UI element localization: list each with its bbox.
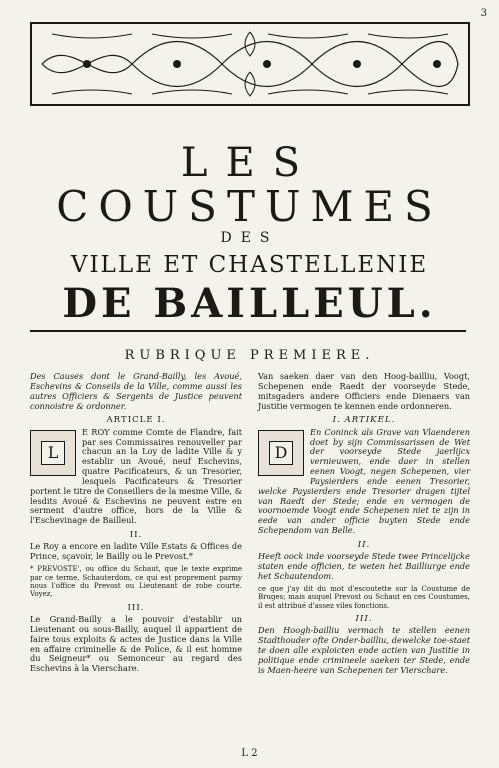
title-ville-chastellenie: VILLE ET CHASTELLENIE [70, 252, 429, 278]
flemish-intro: Van saeken daer van den Hoog-bailliu, Voogt, Schepenen ende Raedt der voorseyde Stede, mitsgaders andere Officiers ende Dienaers van Justitie vermogen te kennen ende ordonneren. [258, 371, 470, 411]
french-article-1-heading: ARTICLE I. [106, 415, 166, 426]
french-intro: Des Causes dont le Grand-Bailly, les Avoué, Eschevins & Conseils de la Ville, comme aussi les autres Officiers & Sergents de Justice peuvent connoistre & ordonner. [30, 371, 242, 411]
french-article-1-text: E ROY comme Comte de Flandre, fait par ses Commissaires renouveller par chacun an la Loy de ladite Ville & y establir un Avoué, neuf Eschevins, quatre Pacificateurs, & un Tresorier, lesquels Pacificateurs & Tresorier portent le titre de Conseillers de la mesme Ville, & lesdits Avoué & Eschevins ne peuvent estre en serment d'autre office, hors de la Ville & l'Eschevinage de Bailleul. [30, 426, 242, 526]
flemish-article-2-heading: II. [357, 539, 371, 550]
flemish-column [258, 372, 470, 679]
flemish-article-1-heading: I. ARTIKEL. [332, 415, 396, 426]
floral-ornament-icon [30, 22, 470, 106]
page-number: 3 [480, 8, 487, 19]
french-article-2-heading: II. [129, 530, 143, 541]
flemish-article-3-text: Den Hoogh-bailliu vermach te stellen eenen Stadthouder ofte Onder-bailliu, dewelcke toe-staet te doen alle exploicten ende actien van Justitie in politique ende crimineele saeken ter Stede, ende is Maen-heere van Schepenen ter Vierschare. [258, 625, 470, 675]
dropcap-d [258, 430, 304, 476]
title-de-bailleul: DE BAILLEUL. [62, 280, 437, 327]
title-des: DES [220, 230, 279, 246]
dropcap-letter: D [269, 441, 293, 465]
signature-mark: L 2 [241, 748, 258, 759]
french-article-3-heading: III. [127, 602, 145, 613]
title-rule [30, 330, 466, 332]
french-article-3-text: Le Grand-Bailly a le pouvoir d'establir un Lieutenant ou sous-Bailly, auquel il appartient de faire tous exploits & actes de Justice dans la Ville en affaire criminelle & de Police, & il est homme du Seigneur* ou Semonceur au regard des Eschevins à la Vierschare. [30, 614, 242, 674]
french-note: * PREVOSTE', ou office du Schaut, que le texte exprime par ce terme, Schauterdom, ce qui est proprement parmy nous l'office du Prevost ou Lieutenant de robe courte. Voyez, [30, 565, 242, 599]
title-coustumes: COUSTUMES [56, 182, 443, 231]
french-article-2-text: Le Roy a encore en ladite Ville Estats & Offices de Prince, sçavoir, le Bailly ou le Prevost.* [30, 541, 242, 562]
french-column [30, 372, 242, 677]
flemish-note: ce que j'ay dit du mot d'escoutette sur la Coustume de Bruges; mais auquel Prevost ou Schaut en ces Coustumes, il est attribué d'assez viles fonctions. [258, 584, 470, 610]
title-les: LES [180, 140, 319, 186]
flemish-article-2-text: Heeft oock inde voorseyde Stede twee Princelijcke staten ende officien, te weten het Bailliurge ende het Schautendom. [258, 551, 470, 581]
dropcap-l [30, 430, 76, 476]
flemish-article-3-heading: III. [355, 613, 373, 624]
flemish-article-1-text: En Coninck als Grave van Vlaenderen doet by sijn Commissarissen de Wet der voorseyde Stede jaerlijcx vernieuwen, ende daer in stellen eenen Voogt, negen Schepenen, vier Paysierders ende eenen Tresorier, welcke Paysierders ende Tresorier dragen tijtel van Raedt der Stede; ende en vermogen de voornoemde Voogt ende Schepenen niet te zijn in eede van ander officie buyten Stede ende Schependom van Belle. [258, 426, 470, 536]
rubrique-heading: RUBRIQUE PREMIERE. [124, 348, 375, 363]
dropcap-letter: L [41, 441, 65, 465]
